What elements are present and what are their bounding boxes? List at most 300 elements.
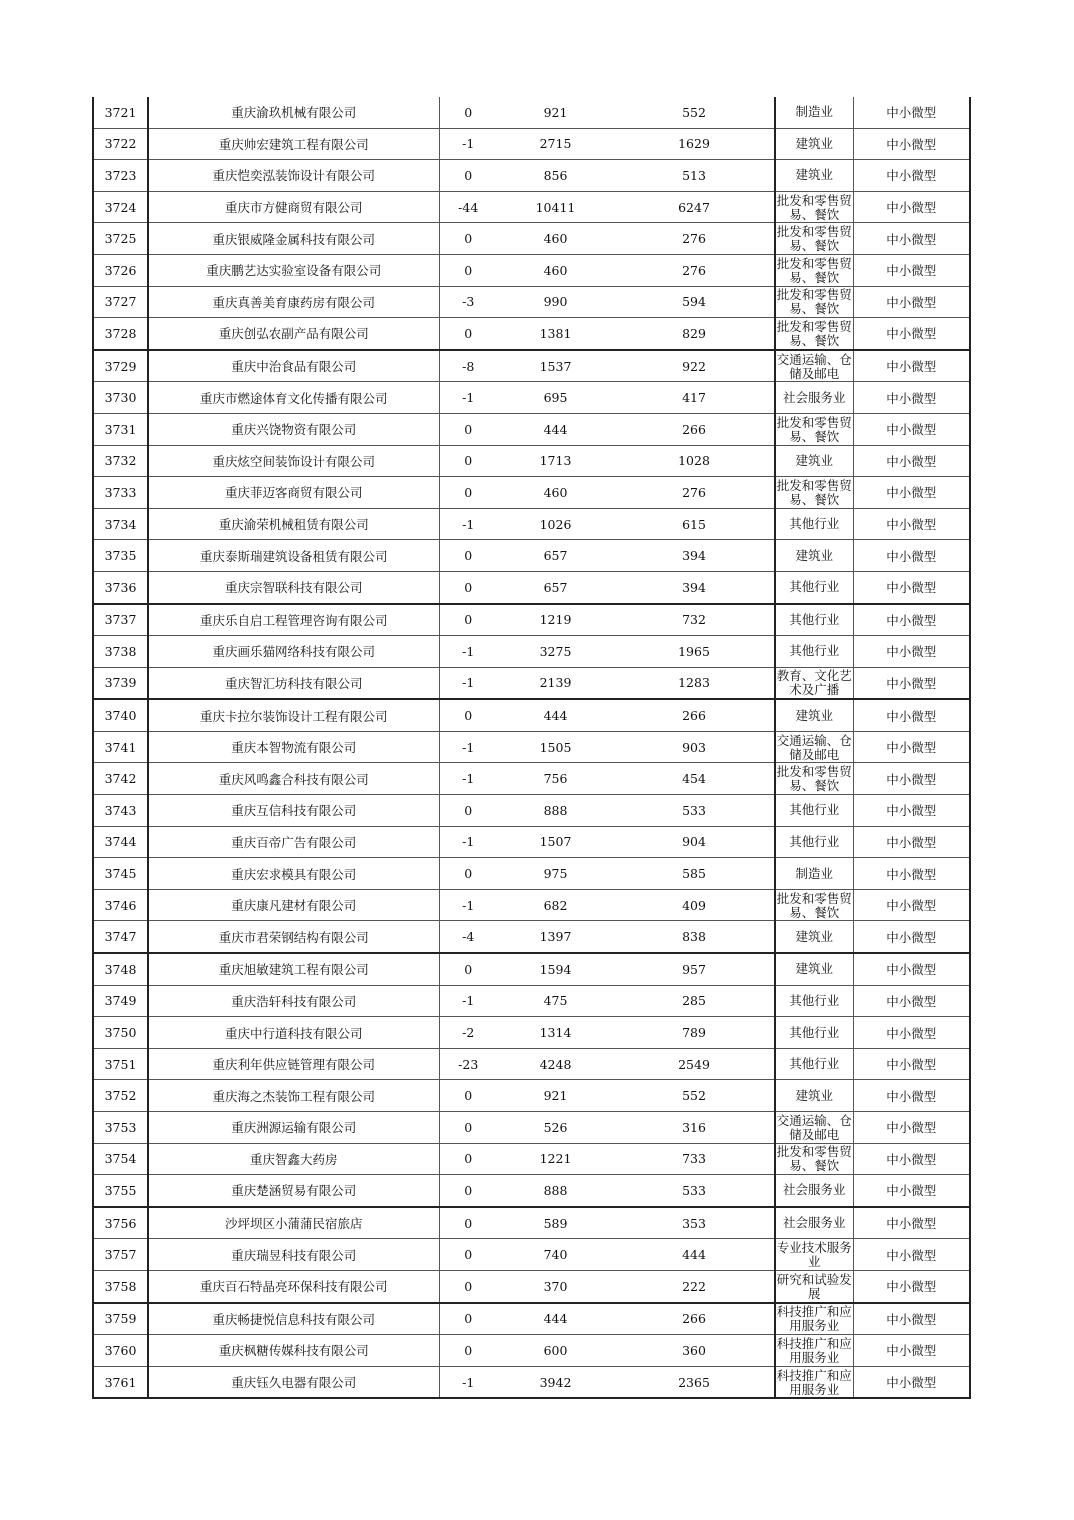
industry-cell — [775, 191, 853, 223]
value-b-cell: 285 — [614, 985, 775, 1017]
value-change-cell: 0 — [439, 223, 497, 255]
industry-text: 其他行业 — [789, 833, 840, 849]
table-row — [93, 350, 970, 382]
table-row — [93, 921, 970, 953]
industry-cell — [775, 540, 853, 572]
data-table — [92, 97, 971, 1399]
industry-text: 建筑业 — [795, 707, 833, 723]
value-b-cell: 353 — [614, 1207, 775, 1239]
industry-text: 批发和零售贸易、餐饮 — [776, 255, 852, 285]
industry-text: 交通运输、仓储及邮电 — [776, 351, 852, 381]
industry-text: 其他行业 — [789, 579, 840, 595]
company-name-cell: 重庆渝玖机械有限公司 — [148, 97, 439, 128]
value-b-cell: 276 — [614, 254, 775, 286]
value-change-cell: -1 — [439, 128, 497, 160]
table-row — [93, 128, 970, 160]
enterprise-size-cell: 中小微型 — [853, 571, 970, 603]
value-b-cell: 1629 — [614, 128, 775, 160]
table-row — [93, 254, 970, 286]
industry-text: 制造业 — [795, 104, 833, 120]
row-number-cell: 3732 — [93, 445, 148, 477]
industry-text: 批发和零售贸易、餐饮 — [776, 318, 852, 348]
industry-cell — [775, 1303, 853, 1335]
row-number-cell: 3733 — [93, 477, 148, 509]
company-name-cell: 重庆中行道科技有限公司 — [148, 1017, 439, 1049]
row-number-cell: 3743 — [93, 795, 148, 827]
enterprise-size-cell: 中小微型 — [853, 128, 970, 160]
industry-text: 建筑业 — [795, 135, 833, 151]
industry-cell — [775, 1112, 853, 1144]
row-number-cell: 3748 — [93, 953, 148, 985]
industry-cell — [775, 286, 853, 318]
company-name-cell: 重庆帅宏建筑工程有限公司 — [148, 128, 439, 160]
row-number-cell: 3760 — [93, 1335, 148, 1367]
company-name-cell: 重庆枫糖传媒科技有限公司 — [148, 1335, 439, 1367]
company-name-cell: 沙坪坝区小蒲蒲民宿旅店 — [148, 1207, 439, 1239]
row-number-cell: 3742 — [93, 763, 148, 795]
industry-text: 其他行业 — [789, 1056, 840, 1072]
enterprise-size-cell: 中小微型 — [853, 1335, 970, 1367]
table-row — [93, 795, 970, 827]
company-name-cell: 重庆智鑫大药房 — [148, 1143, 439, 1175]
value-b-cell: 409 — [614, 889, 775, 921]
enterprise-size-cell: 中小微型 — [853, 1270, 970, 1302]
row-number-cell: 3724 — [93, 191, 148, 223]
company-name-cell: 重庆市燃途体育文化传播有限公司 — [148, 382, 439, 414]
row-number-cell: 3738 — [93, 636, 148, 668]
industry-cell — [775, 1270, 853, 1302]
industry-text: 科技推广和应用服务业 — [776, 1335, 852, 1365]
value-change-cell: -3 — [439, 286, 497, 318]
value-change-cell: 0 — [439, 1175, 497, 1207]
company-name-cell: 重庆畅捷悦信息科技有限公司 — [148, 1303, 439, 1335]
value-a-cell: 695 — [497, 382, 614, 414]
row-number-cell: 3729 — [93, 350, 148, 382]
industry-cell — [775, 1048, 853, 1080]
table-row — [93, 1080, 970, 1112]
value-b-cell: 276 — [614, 223, 775, 255]
company-name-cell: 重庆兴饶物资有限公司 — [148, 413, 439, 445]
row-number-cell: 3752 — [93, 1080, 148, 1112]
industry-cell — [775, 921, 853, 953]
value-b-cell: 266 — [614, 413, 775, 445]
company-name-cell: 重庆菲迈客商贸有限公司 — [148, 477, 439, 509]
industry-text: 科技推广和应用服务业 — [776, 1367, 852, 1397]
table-row — [93, 636, 970, 668]
enterprise-size-cell: 中小微型 — [853, 826, 970, 858]
value-b-cell: 594 — [614, 286, 775, 318]
value-b-cell: 2365 — [614, 1366, 775, 1398]
value-a-cell: 1713 — [497, 445, 614, 477]
value-b-cell: 789 — [614, 1017, 775, 1049]
value-a-cell: 444 — [497, 413, 614, 445]
value-change-cell: -1 — [439, 1366, 497, 1398]
enterprise-size-cell: 中小微型 — [853, 254, 970, 286]
table-row — [93, 445, 970, 477]
value-b-cell: 733 — [614, 1143, 775, 1175]
enterprise-size-cell: 中小微型 — [853, 318, 970, 350]
value-change-cell: 0 — [439, 604, 497, 636]
table-row — [93, 1207, 970, 1239]
value-a-cell: 1594 — [497, 953, 614, 985]
enterprise-size-cell: 中小微型 — [853, 1207, 970, 1239]
value-a-cell: 526 — [497, 1112, 614, 1144]
company-name-cell: 重庆创弘农副产品有限公司 — [148, 318, 439, 350]
value-change-cell: -1 — [439, 667, 497, 699]
industry-text: 制造业 — [795, 865, 833, 881]
industry-text: 其他行业 — [789, 802, 840, 818]
company-name-cell: 重庆互信科技有限公司 — [148, 795, 439, 827]
industry-cell — [775, 160, 853, 192]
industry-cell — [775, 1239, 853, 1271]
industry-cell — [775, 667, 853, 699]
value-change-cell: 0 — [439, 571, 497, 603]
company-name-cell: 重庆楚涵贸易有限公司 — [148, 1175, 439, 1207]
company-name-cell: 重庆银威隆金属科技有限公司 — [148, 223, 439, 255]
row-number-cell: 3751 — [93, 1048, 148, 1080]
industry-text: 交通运输、仓储及邮电 — [776, 732, 852, 762]
industry-cell — [775, 128, 853, 160]
value-b-cell: 922 — [614, 350, 775, 382]
company-name-cell: 重庆百石特晶亮环保科技有限公司 — [148, 1270, 439, 1302]
row-number-cell: 3750 — [93, 1017, 148, 1049]
industry-text: 批发和零售贸易、餐饮 — [776, 224, 852, 254]
enterprise-size-cell: 中小微型 — [853, 1239, 970, 1271]
table-row — [93, 889, 970, 921]
industry-text: 其他行业 — [789, 611, 840, 627]
industry-cell — [775, 953, 853, 985]
industry-text: 教育、文化艺术及广播 — [776, 668, 852, 698]
value-change-cell: -1 — [439, 636, 497, 668]
enterprise-size-cell: 中小微型 — [853, 477, 970, 509]
industry-text: 其他行业 — [789, 516, 840, 532]
value-change-cell: 0 — [439, 97, 497, 128]
value-a-cell: 740 — [497, 1239, 614, 1271]
industry-cell — [775, 795, 853, 827]
value-change-cell: 0 — [439, 445, 497, 477]
value-b-cell: 533 — [614, 1175, 775, 1207]
value-b-cell: 1028 — [614, 445, 775, 477]
value-a-cell: 888 — [497, 1175, 614, 1207]
value-b-cell: 1965 — [614, 636, 775, 668]
table-row — [93, 286, 970, 318]
row-number-cell: 3725 — [93, 223, 148, 255]
enterprise-size-cell: 中小微型 — [853, 223, 970, 255]
enterprise-size-cell: 中小微型 — [853, 508, 970, 540]
industry-text: 建筑业 — [795, 1087, 833, 1103]
industry-cell — [775, 1207, 853, 1239]
value-b-cell: 533 — [614, 795, 775, 827]
enterprise-size-cell: 中小微型 — [853, 795, 970, 827]
row-number-cell: 3721 — [93, 97, 148, 128]
value-a-cell: 3275 — [497, 636, 614, 668]
value-b-cell: 417 — [614, 382, 775, 414]
value-a-cell: 460 — [497, 477, 614, 509]
table-row — [93, 1143, 970, 1175]
value-change-cell: -44 — [439, 191, 497, 223]
table-row — [93, 508, 970, 540]
company-name-cell: 重庆风鸣鑫合科技有限公司 — [148, 763, 439, 795]
row-number-cell: 3753 — [93, 1112, 148, 1144]
industry-cell — [775, 1143, 853, 1175]
company-name-cell: 重庆百帝广告有限公司 — [148, 826, 439, 858]
value-b-cell: 904 — [614, 826, 775, 858]
row-number-cell: 3730 — [93, 382, 148, 414]
industry-text: 建筑业 — [795, 167, 833, 183]
industry-cell — [775, 318, 853, 350]
value-change-cell: 0 — [439, 1239, 497, 1271]
enterprise-size-cell: 中小微型 — [853, 921, 970, 953]
value-b-cell: 585 — [614, 858, 775, 890]
value-a-cell: 682 — [497, 889, 614, 921]
industry-text: 批发和零售贸易、餐饮 — [776, 192, 852, 222]
industry-text: 其他行业 — [789, 992, 840, 1008]
value-a-cell: 10411 — [497, 191, 614, 223]
company-name-cell: 重庆旭敏建筑工程有限公司 — [148, 953, 439, 985]
company-name-cell: 重庆利年供应链管理有限公司 — [148, 1048, 439, 1080]
industry-text: 社会服务业 — [782, 389, 846, 405]
company-name-cell: 重庆市君荣钢结构有限公司 — [148, 921, 439, 953]
enterprise-size-cell: 中小微型 — [853, 1017, 970, 1049]
value-change-cell: -4 — [439, 921, 497, 953]
row-number-cell: 3741 — [93, 731, 148, 763]
enterprise-size-cell: 中小微型 — [853, 286, 970, 318]
value-change-cell: 0 — [439, 858, 497, 890]
value-change-cell: 0 — [439, 1303, 497, 1335]
industry-cell — [775, 382, 853, 414]
row-number-cell: 3731 — [93, 413, 148, 445]
company-name-cell: 重庆画乐猫网络科技有限公司 — [148, 636, 439, 668]
row-number-cell: 3740 — [93, 699, 148, 731]
table-row — [93, 318, 970, 350]
industry-cell — [775, 826, 853, 858]
value-a-cell: 460 — [497, 223, 614, 255]
row-number-cell: 3758 — [93, 1270, 148, 1302]
company-name-cell: 重庆炫空间装饰设计有限公司 — [148, 445, 439, 477]
value-b-cell: 903 — [614, 731, 775, 763]
industry-text: 建筑业 — [795, 547, 833, 563]
company-name-cell: 重庆中治食品有限公司 — [148, 350, 439, 382]
table-row — [93, 1239, 970, 1271]
value-change-cell: -1 — [439, 826, 497, 858]
industry-cell — [775, 699, 853, 731]
company-name-cell: 重庆本智物流有限公司 — [148, 731, 439, 763]
company-name-cell: 重庆泰斯瑞建筑设备租赁有限公司 — [148, 540, 439, 572]
industry-cell — [775, 1366, 853, 1398]
company-name-cell: 重庆海之杰装饰工程有限公司 — [148, 1080, 439, 1112]
value-a-cell: 921 — [497, 1080, 614, 1112]
industry-text: 批发和零售贸易、餐饮 — [776, 764, 852, 794]
value-b-cell: 615 — [614, 508, 775, 540]
enterprise-size-cell: 中小微型 — [853, 636, 970, 668]
row-number-cell: 3739 — [93, 667, 148, 699]
company-name-cell: 重庆瑞昱科技有限公司 — [148, 1239, 439, 1271]
company-name-cell: 重庆市方健商贸有限公司 — [148, 191, 439, 223]
table-row — [93, 97, 970, 128]
enterprise-size-cell: 中小微型 — [853, 699, 970, 731]
table-row — [93, 1270, 970, 1302]
value-b-cell: 1283 — [614, 667, 775, 699]
enterprise-size-cell: 中小微型 — [853, 1080, 970, 1112]
company-name-cell: 重庆真善美育康药房有限公司 — [148, 286, 439, 318]
industry-text: 建筑业 — [795, 928, 833, 944]
enterprise-size-cell: 中小微型 — [853, 953, 970, 985]
enterprise-size-cell: 中小微型 — [853, 413, 970, 445]
value-a-cell: 475 — [497, 985, 614, 1017]
table-row — [93, 477, 970, 509]
enterprise-size-cell: 中小微型 — [853, 540, 970, 572]
enterprise-size-cell: 中小微型 — [853, 1303, 970, 1335]
industry-text: 其他行业 — [789, 1024, 840, 1040]
company-name-cell: 重庆恺奕泓装饰设计有限公司 — [148, 160, 439, 192]
table-row — [93, 985, 970, 1017]
value-a-cell: 460 — [497, 254, 614, 286]
row-number-cell: 3761 — [93, 1366, 148, 1398]
value-b-cell: 276 — [614, 477, 775, 509]
row-number-cell: 3734 — [93, 508, 148, 540]
value-b-cell: 732 — [614, 604, 775, 636]
value-a-cell: 444 — [497, 699, 614, 731]
company-name-cell: 重庆渝荣机械租赁有限公司 — [148, 508, 439, 540]
industry-text: 批发和零售贸易、餐饮 — [776, 287, 852, 317]
industry-text: 社会服务业 — [782, 1182, 846, 1198]
row-number-cell: 3746 — [93, 889, 148, 921]
industry-cell — [775, 508, 853, 540]
table-row — [93, 160, 970, 192]
industry-text: 批发和零售贸易、餐饮 — [776, 890, 852, 920]
value-a-cell: 589 — [497, 1207, 614, 1239]
industry-cell — [775, 97, 853, 128]
enterprise-size-cell: 中小微型 — [853, 97, 970, 128]
company-name-cell: 重庆宏求模具有限公司 — [148, 858, 439, 890]
industry-cell — [775, 985, 853, 1017]
value-change-cell: 0 — [439, 413, 497, 445]
table-body — [93, 97, 970, 1398]
value-a-cell: 2715 — [497, 128, 614, 160]
table-row — [93, 604, 970, 636]
industry-text: 科技推广和应用服务业 — [776, 1304, 852, 1334]
industry-text: 批发和零售贸易、餐饮 — [776, 477, 852, 507]
value-b-cell: 222 — [614, 1270, 775, 1302]
value-change-cell: 0 — [439, 160, 497, 192]
value-change-cell: -1 — [439, 889, 497, 921]
row-number-cell: 3722 — [93, 128, 148, 160]
industry-cell — [775, 571, 853, 603]
table-row — [93, 1112, 970, 1144]
value-change-cell: -1 — [439, 985, 497, 1017]
value-a-cell: 657 — [497, 571, 614, 603]
company-name-cell: 重庆鹏艺达实验室设备有限公司 — [148, 254, 439, 286]
value-a-cell: 370 — [497, 1270, 614, 1302]
value-b-cell: 829 — [614, 318, 775, 350]
value-change-cell: 0 — [439, 254, 497, 286]
industry-cell — [775, 636, 853, 668]
table-row — [93, 1175, 970, 1207]
row-number-cell: 3736 — [93, 571, 148, 603]
value-a-cell: 990 — [497, 286, 614, 318]
industry-text: 建筑业 — [795, 452, 833, 468]
table-row — [93, 571, 970, 603]
value-a-cell: 4248 — [497, 1048, 614, 1080]
enterprise-size-cell: 中小微型 — [853, 604, 970, 636]
company-name-cell: 重庆卡拉尔装饰设计工程有限公司 — [148, 699, 439, 731]
industry-cell — [775, 223, 853, 255]
row-number-cell: 3726 — [93, 254, 148, 286]
table-row — [93, 413, 970, 445]
value-a-cell: 1507 — [497, 826, 614, 858]
table-row — [93, 382, 970, 414]
value-change-cell: 0 — [439, 1143, 497, 1175]
industry-text: 交通运输、仓储及邮电 — [776, 1112, 852, 1142]
value-a-cell: 975 — [497, 858, 614, 890]
value-b-cell: 2549 — [614, 1048, 775, 1080]
enterprise-size-cell: 中小微型 — [853, 1143, 970, 1175]
table-row — [93, 826, 970, 858]
industry-cell — [775, 1080, 853, 1112]
industry-cell — [775, 604, 853, 636]
value-change-cell: -1 — [439, 763, 497, 795]
row-number-cell: 3755 — [93, 1175, 148, 1207]
industry-cell — [775, 731, 853, 763]
value-b-cell: 316 — [614, 1112, 775, 1144]
company-name-cell: 重庆浩轩科技有限公司 — [148, 985, 439, 1017]
enterprise-size-cell: 中小微型 — [853, 1112, 970, 1144]
industry-text: 研究和试验发展 — [776, 1271, 852, 1301]
industry-text: 建筑业 — [795, 961, 833, 977]
industry-cell — [775, 763, 853, 795]
enterprise-size-cell: 中小微型 — [853, 1366, 970, 1398]
value-change-cell: 0 — [439, 1112, 497, 1144]
industry-text: 社会服务业 — [782, 1215, 846, 1231]
row-number-cell: 3744 — [93, 826, 148, 858]
row-number-cell: 3747 — [93, 921, 148, 953]
row-number-cell: 3737 — [93, 604, 148, 636]
value-b-cell: 6247 — [614, 191, 775, 223]
value-change-cell: 0 — [439, 699, 497, 731]
value-change-cell: -1 — [439, 731, 497, 763]
enterprise-size-cell: 中小微型 — [853, 889, 970, 921]
table-row — [93, 1048, 970, 1080]
company-name-cell: 重庆洲源运输有限公司 — [148, 1112, 439, 1144]
table-row — [93, 1335, 970, 1367]
company-name-cell: 重庆乐自启工程管理咨询有限公司 — [148, 604, 439, 636]
industry-cell — [775, 413, 853, 445]
value-a-cell: 1219 — [497, 604, 614, 636]
enterprise-size-cell: 中小微型 — [853, 858, 970, 890]
row-number-cell: 3759 — [93, 1303, 148, 1335]
table-row — [93, 858, 970, 890]
company-name-cell: 重庆智汇坊科技有限公司 — [148, 667, 439, 699]
value-a-cell: 1537 — [497, 350, 614, 382]
value-b-cell: 957 — [614, 953, 775, 985]
value-b-cell: 454 — [614, 763, 775, 795]
industry-cell — [775, 1017, 853, 1049]
enterprise-size-cell: 中小微型 — [853, 731, 970, 763]
value-change-cell: -8 — [439, 350, 497, 382]
enterprise-size-cell: 中小微型 — [853, 667, 970, 699]
industry-cell — [775, 889, 853, 921]
value-a-cell: 444 — [497, 1303, 614, 1335]
enterprise-size-cell: 中小微型 — [853, 1048, 970, 1080]
row-number-cell: 3728 — [93, 318, 148, 350]
row-number-cell: 3735 — [93, 540, 148, 572]
value-b-cell: 394 — [614, 571, 775, 603]
table-row — [93, 540, 970, 572]
value-b-cell: 266 — [614, 699, 775, 731]
table-row — [93, 699, 970, 731]
value-a-cell: 1505 — [497, 731, 614, 763]
value-a-cell: 856 — [497, 160, 614, 192]
